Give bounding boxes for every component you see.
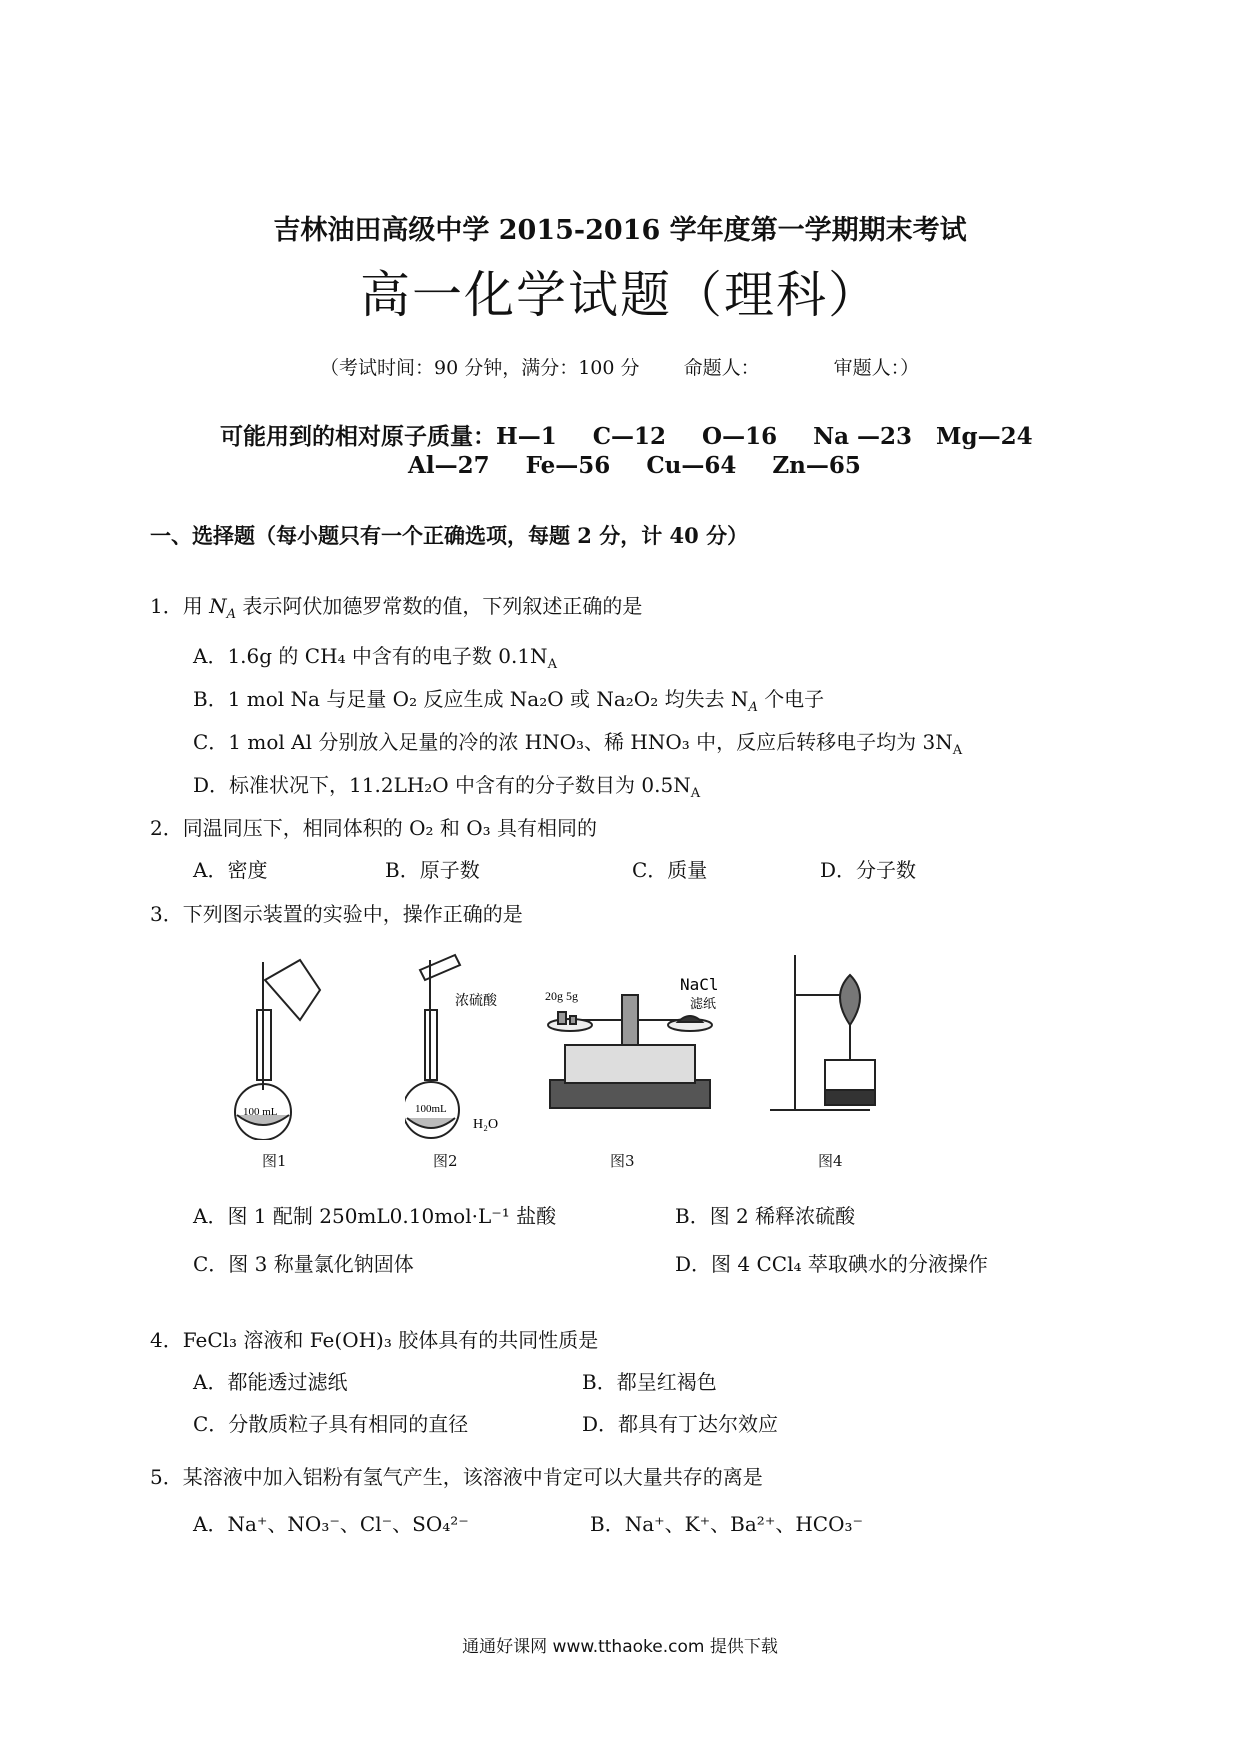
section-heading: 一、选择题（每小题只有一个正确选项，每题 2 分，计 40 分） <box>150 523 749 548</box>
q1-na-symbol: N <box>209 594 227 618</box>
q1-option-b-text: B．1 mol Na 与足量 O₂ 反应生成 Na₂O 或 Na₂O₂ 均失去 N <box>193 687 749 711</box>
q1-option-c-text: C．1 mol Al 分别放入足量的冷的浓 HNO₃、稀 HNO₃ 中，反应后转移电子均为 3N <box>193 730 953 754</box>
q1-option-b: B．1 mol Na 与足量 O₂ 反应生成 Na₂O 或 Na₂O₂ 均失去 $N_A$ 个电子 <box>193 687 825 715</box>
atomic-mass-cu: Cu—64 <box>646 452 737 479</box>
question-4-stem: 4．FeCl₃ 溶液和 Fe(OH)₃ 胶体具有的共同性质是 <box>150 1328 599 1352</box>
figure-3-caption: 图3 <box>610 1152 635 1170</box>
atomic-mass-na: Na —23 <box>813 423 913 450</box>
q5-option-b: B．Na⁺、K⁺、Ba²⁺、HCO₃⁻ <box>590 1512 864 1536</box>
q1-option-a-text: A．1.6g 的 CH₄ 中含有的电子数 0.1N <box>193 644 548 668</box>
figure-2-caption: 图2 <box>433 1152 458 1170</box>
q4-option-a: A．都能透过滤纸 <box>193 1370 348 1394</box>
figure-2-dilution-apparatus <box>405 950 525 1140</box>
figure-4-separatory-funnel <box>760 950 890 1120</box>
q1-option-d: D．标准状况下，11.2LH₂O 中含有的分子数目为 $0.5N_A$ <box>193 773 701 801</box>
question-5-stem: 5．某溶液中加入铝粉有氢气产生，该溶液中肯定可以大量共存的离是 <box>150 1465 763 1489</box>
q3-option-c: C．图 3 称量氯化钠固体 <box>193 1252 414 1276</box>
q4-option-b: B．都呈红褐色 <box>582 1370 717 1394</box>
atomic-mass-zn: Zn—65 <box>772 452 861 479</box>
figure-1-volumetric-flask <box>225 950 335 1140</box>
exam-author: 命题人： <box>683 357 760 379</box>
exam-info-line <box>320 353 957 380</box>
atomic-mass-al: Al—27 <box>408 452 490 479</box>
q3-option-b: B．图 2 稀释浓硫酸 <box>675 1204 856 1228</box>
q4-option-d: D．都具有丁达尔效应 <box>582 1412 779 1436</box>
q5-option-a: A．Na⁺、NO₃⁻、Cl⁻、SO₄²⁻ <box>193 1512 469 1536</box>
atomic-mass-fe: Fe—56 <box>525 452 611 479</box>
question-2-stem: 2．同温同压下，相同体积的 O₂ 和 O₃ 具有相同的 <box>150 816 597 840</box>
figure-2-water-label: H₂O <box>473 1117 499 1132</box>
atomic-mass-o: O—16 <box>702 423 778 450</box>
question-1-stem <box>150 590 642 622</box>
q2-option-b: B．原子数 <box>385 858 480 882</box>
q1-option-c: C．1 mol Al 分别放入足量的冷的浓 HNO₃、稀 HNO₃ 中，反应后转移电子均为 $3N_A$ <box>193 730 963 758</box>
q4-option-c: C．分散质粒子具有相同的直径 <box>193 1412 469 1436</box>
q2-option-a: A．密度 <box>193 858 268 882</box>
atomic-mass-h: H—1 <box>496 423 557 450</box>
figure-2-flask-label: 100mL <box>415 1103 447 1115</box>
q1-stem-start: 1．用 <box>150 594 210 618</box>
atomic-mass-row-2 <box>408 452 861 479</box>
figure-3-balance <box>540 950 720 1120</box>
exam-time: （考试时间：90 分钟，满分：100 分 <box>320 357 640 379</box>
figure-3-paper-label: 滤纸 <box>690 996 717 1011</box>
q1-option-a: A．1.6g 的 CH₄ 中含有的电子数 $0.1N_A$ <box>193 644 557 672</box>
figure-1-flask-label: 100 mL <box>243 1106 278 1118</box>
q1-stem-end: 表示阿伏加德罗常数的值，下列叙述正确的是 <box>235 594 643 618</box>
q1-na-subscript: A <box>226 607 236 622</box>
atomic-mass-row-1 <box>220 418 1033 451</box>
figure-4-caption: 图4 <box>818 1152 843 1170</box>
exam-subject-title: 高一化学试题（理科） <box>360 266 880 324</box>
q1-option-b-tail: 个电子 <box>764 687 825 711</box>
figure-3-weights-label: 20g 5g <box>545 989 578 1003</box>
atomic-mass-mg: Mg—24 <box>936 423 1033 450</box>
q3-option-d: D．图 4 CCl₄ 萃取碘水的分液操作 <box>675 1252 988 1276</box>
figure-2-acid-label: 浓硫酸 <box>455 992 497 1008</box>
atomic-mass-c: C—12 <box>592 423 667 450</box>
footer-download-credit: 通通好课网 www.tthaoke.com 提供下载 <box>462 1637 778 1657</box>
q2-option-d: D．分子数 <box>820 858 917 882</box>
q2-option-c: C．质量 <box>632 858 708 882</box>
atomic-mass-label: 可能用到的相对原子质量： <box>220 423 496 450</box>
q3-option-a: A．图 1 配制 250mL0.10mol·L⁻¹ 盐酸 <box>193 1204 557 1228</box>
question-3-stem: 3．下列图示装置的实验中，操作正确的是 <box>150 902 523 926</box>
q1-option-d-text: D．标准状况下，11.2LH₂O 中含有的分子数目为 0.5N <box>193 773 691 797</box>
figure-3-nacl-label: NaCl <box>680 975 719 994</box>
exam-reviewer: 审题人：） <box>833 357 920 379</box>
figure-1-caption: 图1 <box>262 1152 287 1170</box>
exam-school-title: 吉林油田高级中学 2015-2016 学年度第一学期期末考试 <box>273 215 967 246</box>
